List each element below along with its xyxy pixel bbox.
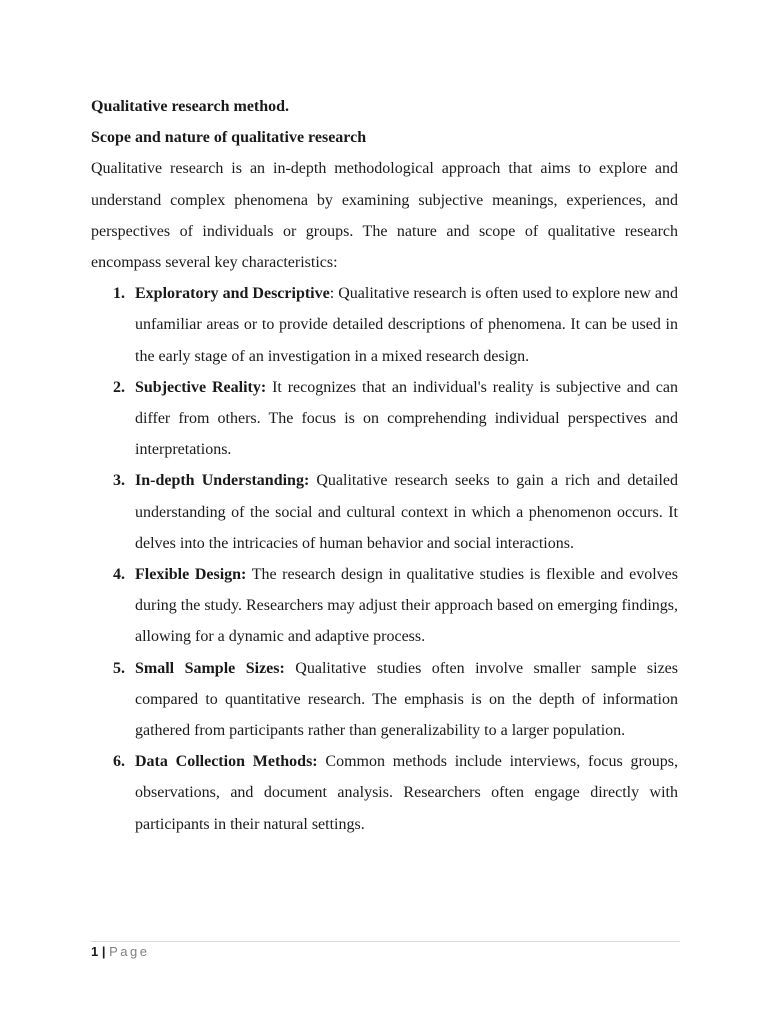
page-label: Page [109,944,150,959]
list-item-number: 3. [113,472,125,490]
list-item [113,559,678,653]
list-item-text: It recognizes that an individual's reality is subjective and can differ from others. The focus is on comprehending individual perspectives and interpretations. [135,378,678,459]
document-title: Qualitative research method. [91,98,290,115]
list-item-number: 4. [113,566,125,584]
list-item-term: Data Collection Methods: [135,753,318,771]
footer-divider [91,941,680,942]
list-item [113,465,678,559]
intro-paragraph: Qualitative research is an in-depth methodological approach that aims to explore and understand complex phenomena by examining subjective meanings, experiences, and perspectives of individuals or groups. The nature and scope of qualitative research encompass several key characteristics: [91,160,678,272]
list-item-text: Qualitative research seeks to gain a rich and detailed understanding of the social and cultural context in which a phenomenon occurs. It delves into the intricacies of human behavior and social interactions. [135,472,678,552]
page-footer [91,943,150,961]
list-item-term: Exploratory and Descriptive [135,285,330,303]
list-item-term: Small Sample Sizes: [135,659,285,677]
list-item-term: Flexible Design: [135,566,247,584]
list-item-term: Subjective Reality: [135,378,267,396]
list-item-number: 5. [113,659,125,677]
footer-separator: | [101,944,106,959]
list-item-text: Qualitative studies often involve smaller sample sizes compared to quantitative research. The emphasis is on the depth of information gathered from participants rather than generalizability to a larger population. [135,659,678,740]
list-item-text: : Qualitative research is often used to explore new and unfamiliar areas or to provide detailed descriptions of phenomena. It can be used in the early stage of an investigation in a mixed research design. [135,285,678,365]
list-item-number: 1. [113,285,125,303]
list-item-text: Common methods include interviews, focus groups, observations, and document analysis. Researchers often engage directly with participants in their natural settings. [135,753,679,833]
characteristics-list [91,278,678,840]
list-item-number: 2. [113,378,125,396]
list-item [113,372,678,466]
page-body [91,91,678,840]
list-item-number: 6. [113,753,125,771]
page-number: 1 [91,944,99,959]
list-item-term: In-depth Understanding: [135,472,310,490]
list-item [113,278,678,372]
list-item [113,653,678,747]
section-heading: Scope and nature of qualitative research [91,129,367,147]
list-item-text: The research design in qualitative studies is flexible and evolves during the study. Researchers may adjust their approach based on emerging findings, allowing for a dynamic and adaptive process. [135,566,678,646]
list-item [113,746,679,840]
